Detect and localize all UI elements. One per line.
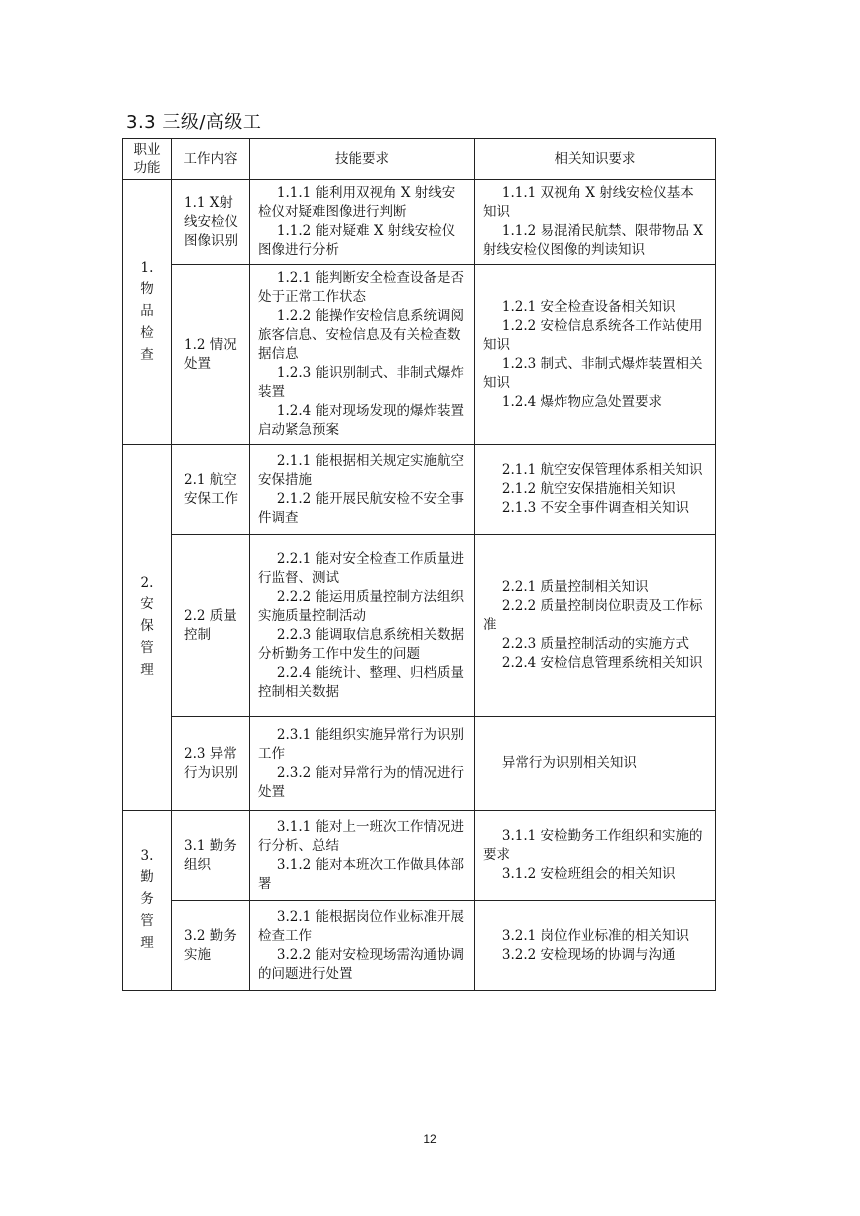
section-title: 3.3 三级/高级工 xyxy=(126,112,262,133)
knowledge-item: 3.2.1 岗位作业标准的相关知识 xyxy=(501,927,690,944)
function-name-char: 安 xyxy=(140,596,154,612)
function-name-char: 物 xyxy=(140,280,154,297)
skill-item: 3.2.1 能根据岗位作业标准开展检查工作 xyxy=(258,908,465,944)
header-skill: 技能要求 xyxy=(250,139,475,180)
header-knowledge: 相关知识要求 xyxy=(475,139,716,180)
skill-requirements-cell xyxy=(250,717,475,811)
knowledge-item: 2.2.1 质量控制相关知识 xyxy=(501,579,649,595)
skill-requirements-cell xyxy=(250,265,475,445)
skill-item: 2.2.4 能统计、整理、归档质量控制相关数据 xyxy=(258,664,465,700)
work-content-cell: 1.2 情况处置 xyxy=(172,265,250,445)
skill-requirements-cell xyxy=(250,180,475,265)
skill-item: 1.2.1 能判断安全检查设备是否处于正常工作状态 xyxy=(258,270,465,305)
knowledge-item: 2.2.4 安检信息管理系统相关知识 xyxy=(501,655,703,671)
knowledge-requirements-cell xyxy=(475,901,716,991)
work-content-cell: 3.2 勤务实施 xyxy=(172,901,250,991)
function-name-char: 保 xyxy=(140,618,154,634)
knowledge-item: 3.1.1 安检勤务工作组织和实施的要求 xyxy=(483,828,703,863)
function-cell xyxy=(123,445,172,811)
skill-item: 2.1.1 能根据相关规定实施航空安保措施 xyxy=(258,452,465,488)
header-work: 工作内容 xyxy=(172,139,250,180)
function-name-char: 理 xyxy=(140,935,154,951)
skill-item: 1.1.2 能对疑难 X 射线安检仪图像进行分析 xyxy=(258,223,456,258)
function-name-char: 管 xyxy=(140,913,154,929)
table-row xyxy=(123,445,716,535)
knowledge-item: 3.2.2 安检现场的协调与沟通 xyxy=(501,946,676,963)
work-content-cell: 3.1 勤务组织 xyxy=(172,811,250,901)
table-row xyxy=(123,811,716,901)
work-content-cell: 2.1 航空安保工作 xyxy=(172,445,250,535)
knowledge-item: 异常行为识别相关知识 xyxy=(501,755,637,771)
knowledge-item: 2.1.2 航空安保措施相关知识 xyxy=(501,481,676,497)
table-row xyxy=(123,265,716,445)
skill-requirements-cell xyxy=(250,811,475,901)
skill-item: 2.1.2 能开展民航安检不安全事件调查 xyxy=(258,490,465,526)
knowledge-item: 1.2.1 安全检查设备相关知识 xyxy=(501,298,676,315)
skill-item: 3.1.1 能对上一班次工作情况进行分析、总结 xyxy=(258,818,465,854)
function-number: 3. xyxy=(140,848,154,864)
function-number: 1. xyxy=(140,259,154,276)
table-row xyxy=(123,901,716,991)
skill-item: 3.2.2 能对安检现场需沟通协调的问题进行处置 xyxy=(258,946,465,982)
skill-requirements-cell xyxy=(250,445,475,535)
skill-item: 1.2.3 能识别制式、非制式爆炸装置 xyxy=(258,365,465,400)
skill-item: 2.3.2 能对异常行为的情况进行处置 xyxy=(258,764,465,800)
knowledge-item: 1.1.2 易混淆民航禁、限带物品 X 射线安检仪图像的判读知识 xyxy=(483,223,703,258)
skill-item: 1.1.1 能利用双视角 X 射线安检仪对疑难图像进行判断 xyxy=(258,185,456,220)
function-name-char: 查 xyxy=(140,346,154,363)
knowledge-item: 3.1.2 安检班组会的相关知识 xyxy=(501,866,676,882)
function-name-char: 理 xyxy=(140,662,154,678)
knowledge-requirements-cell xyxy=(475,180,716,265)
skill-item: 2.2.2 能运用质量控制方法组织实施质量控制活动 xyxy=(258,588,465,624)
skill-requirements-cell xyxy=(250,901,475,991)
skill-item: 1.2.2 能操作安检信息系统调阅旅客信息、安检信息及有关检查数据信息 xyxy=(258,308,465,362)
knowledge-item: 2.1.1 航空安保管理体系相关知识 xyxy=(501,462,703,478)
knowledge-item: 1.2.3 制式、非制式爆炸装置相关知识 xyxy=(483,355,703,391)
skill-item: 1.2.4 能对现场发现的爆炸装置启动紧急预案 xyxy=(258,403,465,438)
skill-requirements-cell xyxy=(250,535,475,717)
function-name-char: 务 xyxy=(140,891,154,907)
function-name-char: 检 xyxy=(140,324,154,341)
table-row xyxy=(123,717,716,811)
skill-item: 2.2.1 能对安全检查工作质量进行监督、测试 xyxy=(258,550,465,586)
knowledge-item: 2.2.3 质量控制活动的实施方式 xyxy=(501,636,690,652)
knowledge-requirements-cell xyxy=(475,445,716,535)
page-number: 12 xyxy=(423,1132,437,1146)
function-name-char: 勤 xyxy=(140,869,154,885)
knowledge-requirements-cell xyxy=(475,811,716,901)
skill-item: 2.3.1 能组织实施异常行为识别工作 xyxy=(258,726,465,762)
table-row xyxy=(123,535,716,717)
table-header-row xyxy=(123,139,716,180)
function-name-char: 品 xyxy=(140,302,154,319)
function-cell xyxy=(123,811,172,991)
function-number: 2. xyxy=(140,575,154,591)
skill-item: 2.2.3 能调取信息系统相关数据分析勤务工作中发生的问题 xyxy=(258,626,465,662)
knowledge-item: 2.2.2 质量控制岗位职责及工作标准 xyxy=(483,598,703,633)
knowledge-item: 1.1.1 双视角 X 射线安检仪基本知识 xyxy=(483,185,694,220)
knowledge-requirements-cell xyxy=(475,535,716,717)
work-content-cell: 1.1 X射线安检仪图像识别 xyxy=(172,180,250,265)
knowledge-requirements-cell xyxy=(475,717,716,811)
table-body xyxy=(123,180,716,991)
skill-item: 3.1.2 能对本班次工作做具体部署 xyxy=(258,856,465,892)
knowledge-item: 1.2.2 安检信息系统各工作站使用知识 xyxy=(483,317,703,353)
function-cell xyxy=(123,180,172,445)
work-content-cell: 2.3 异常行为识别 xyxy=(172,717,250,811)
function-name-char: 管 xyxy=(140,640,154,656)
work-content-cell: 2.2 质量控制 xyxy=(172,535,250,717)
knowledge-requirements-cell xyxy=(475,265,716,445)
header-function: 职业功能 xyxy=(123,139,172,180)
skill-standard-table xyxy=(122,138,716,991)
table-row xyxy=(123,180,716,265)
knowledge-item: 2.1.3 不安全事件调查相关知识 xyxy=(501,500,690,516)
knowledge-item: 1.2.4 爆炸物应急处置要求 xyxy=(501,393,663,410)
